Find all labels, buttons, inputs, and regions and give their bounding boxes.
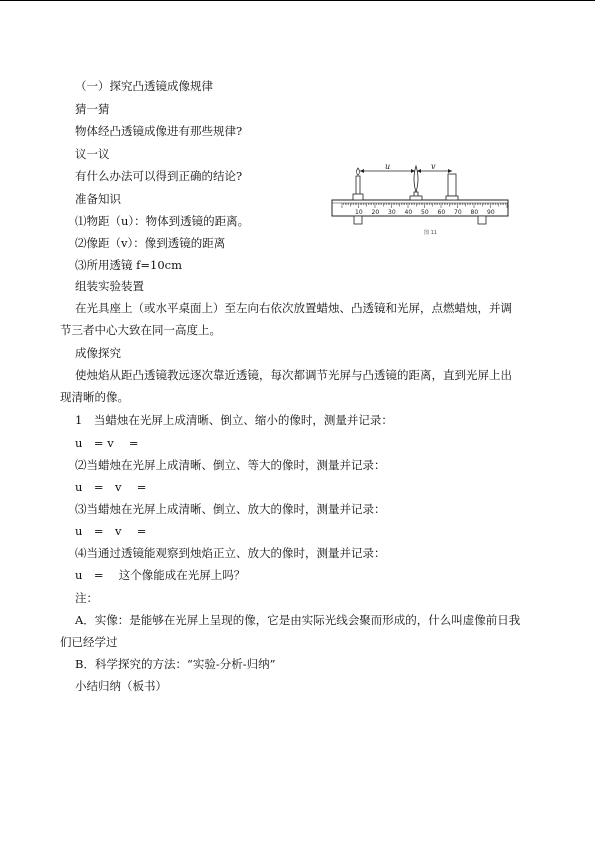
ruler-tick-label: 30 (388, 209, 396, 216)
step-2: ⑵当蜡烛在光屏上成清晰、倒立、等大的像时，测量并记录： (75, 458, 386, 472)
optical-bench-figure (330, 162, 510, 240)
explore-title: 成像探究 (75, 346, 121, 360)
step-4: ⑷当通过透镜能观察到烛焰正立、放大的像时，测量并记录： (75, 546, 386, 560)
note-a-line-2: 们已经学过 (60, 635, 118, 649)
prep-item-3: ⑶所用透镜 f=10cm (75, 258, 183, 272)
prep-title: 准备知识 (75, 192, 121, 206)
note-title: 注： (75, 591, 98, 605)
prep-item-2: ⑵像距（v）：像到透镜的距离 (75, 236, 226, 250)
setup-paragraph-line-2: 节三者中心大致在同一高度上。 (60, 323, 221, 337)
step-2-values: u = v = (75, 480, 147, 494)
note-a-line-1: A．实像：是能够在光屏上呈现的像，它是由实际光线会聚而形成的，什么叫虚像前日我 (75, 613, 521, 627)
label-v: v (431, 162, 436, 171)
prep-item-1: ⑴物距（u）：物体到透镜的距离。 (75, 214, 250, 228)
setup-title: 组装实验装置 (75, 279, 144, 293)
step-4-values: u = 这个像能成在光屏上吗？ (75, 568, 246, 582)
guess-title: 猜一猜 (75, 102, 110, 116)
page-top-border (0, 0, 595, 1)
step-3-values: u = v = (75, 524, 147, 538)
label-u: u (385, 162, 391, 171)
guess-question: 物体经凸透镜成像进有那些规律? (75, 124, 243, 138)
step-3: ⑶当蜡烛在光屏上成清晰、倒立、放大的像时，测量并记录： (75, 502, 386, 516)
ruler-tick-label: 40 (404, 209, 413, 216)
ruler-tick-label: 10 (355, 209, 363, 216)
light-screen-icon (446, 174, 458, 200)
explore-paragraph-line-1: 使烛焰从距凸透镜教远逐次靠近透镜，每次都调节光屏与凸透镜的距离，直到光屏上出 (75, 368, 512, 382)
setup-paragraph-line-1: 在光具座上（或水平桌面上）至左向右依次放置蜡烛、凸透镜和光屏，点燃蜡烛，并调 (75, 301, 512, 315)
ruler-tick-label: 80 (470, 209, 479, 216)
discuss-title: 议一议 (75, 147, 110, 161)
ruler-tick-label: 20 (371, 209, 380, 216)
ruler-tick-label: 70 (454, 209, 462, 216)
optical-bench-diagram (330, 162, 510, 240)
ruler-tick-label: 60 (437, 209, 446, 216)
step-1: 1 当蜡烛在光屏上成清晰、倒立、缩小的像时，测量并记录： (75, 413, 393, 427)
ruler-tick-label: 90 (487, 209, 495, 216)
discuss-question: 有什么办法可以得到正确的结论? (75, 169, 243, 183)
explore-paragraph-line-2: 现清晰的像。 (60, 390, 129, 404)
ruler-tick-label: 50 (421, 209, 429, 216)
candle-icon (353, 168, 363, 200)
step-1-values: u = v = (75, 436, 139, 450)
section-heading: （一）探究凸透镜成像规律 (75, 79, 213, 93)
summary-title: 小结归纳（板书） (75, 679, 167, 693)
figure-caption: 图 11 (424, 230, 437, 236)
note-b: B．科学探究的方法：“实验-分析-归纳” (75, 657, 276, 671)
